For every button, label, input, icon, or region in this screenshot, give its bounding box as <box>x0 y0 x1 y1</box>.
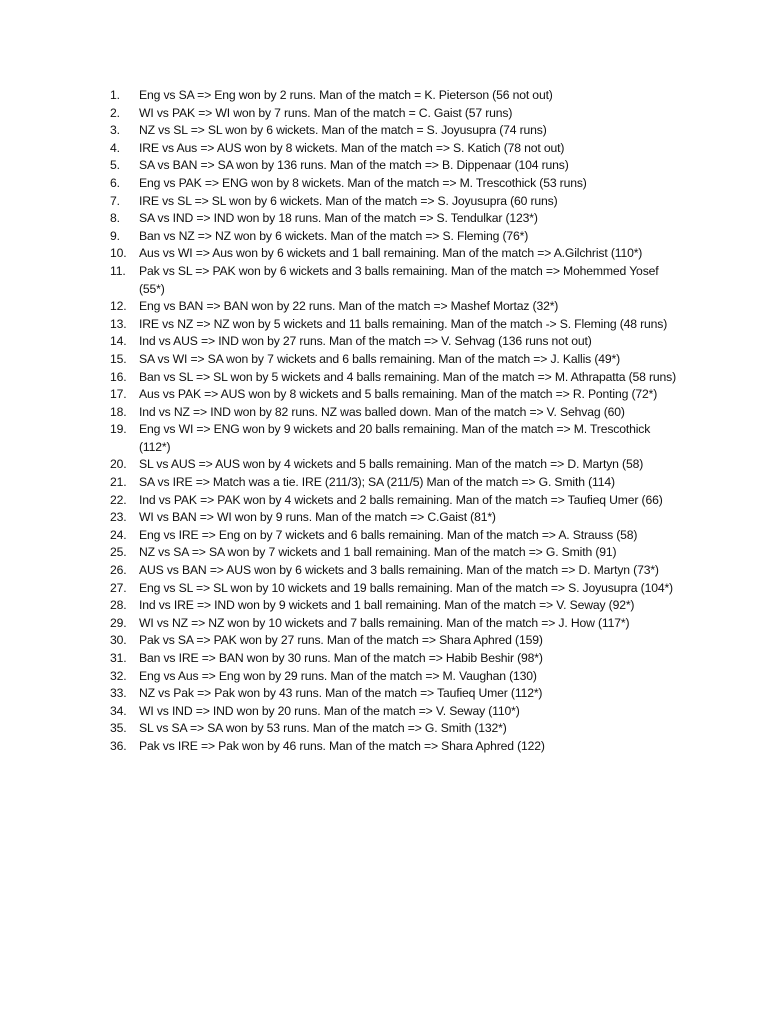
list-item-text: Pak vs SL => PAK won by 6 wickets and 3 balls remaining. Man of the match => Mohemmed Yosef (55*) <box>139 263 659 296</box>
list-item <box>110 685 678 703</box>
list-item-number: 36. <box>110 738 127 753</box>
list-item-text: SA vs IND => IND won by 18 runs. Man of the match => S. Tendulkar (123*) <box>139 211 538 226</box>
list-item-number: 31. <box>110 651 127 665</box>
list-item-text: Eng vs SA => Eng won by 2 runs. Man of the match = K. Pieterson (56 not out) <box>139 88 553 102</box>
list-item-text: Ind vs AUS => IND won by 27 runs. Man of the match => V. Sehvag (136 runs not out) <box>139 334 592 349</box>
list-item <box>110 316 678 334</box>
list-item <box>110 386 678 404</box>
list-item-number: 4. <box>110 140 120 155</box>
list-item <box>110 157 678 175</box>
list-item-text: Ban vs NZ => NZ won by 6 wickets. Man of the match => S. Fleming (76*) <box>139 228 529 243</box>
list-item <box>110 456 678 474</box>
list-item-text: NZ vs SL => SL won by 6 wickets. Man of the match = S. Joyusupra (74 runs) <box>139 123 547 138</box>
list-item <box>110 632 678 650</box>
list-item-text: WI vs NZ => NZ won by 10 wickets and 7 balls remaining. Man of the match => J. How (117*) <box>139 615 630 630</box>
list-item-number: 35. <box>110 721 127 736</box>
list-item <box>110 263 678 298</box>
list-item-number: 14. <box>110 334 127 349</box>
list-item <box>110 650 678 668</box>
list-item-number: 26. <box>110 563 127 578</box>
list-item-number: 32. <box>110 668 127 683</box>
list-item <box>110 193 678 211</box>
list-item-number: 12. <box>110 299 127 314</box>
list-item-text: SA vs BAN => SA won by 136 runs. Man of the match => B. Dippenaar (104 runs) <box>139 158 569 173</box>
list-item-text: Eng vs WI => ENG won by 9 wickets and 20 balls remaining. Man of the match => M. Trescothick (112*) <box>139 422 651 454</box>
list-item-text: NZ vs SA => SA won by 7 wickets and 1 ball remaining. Man of the match => G. Smith (91) <box>139 545 617 560</box>
list-item-number: 9. <box>110 228 120 243</box>
list-item <box>110 527 678 545</box>
list-item-text: Aus vs PAK => AUS won by 8 wickets and 5 balls remaining. Man of the match => R. Ponting (72*) <box>139 387 658 402</box>
list-item-number: 24. <box>110 527 127 542</box>
list-item <box>110 228 678 246</box>
list-item-number: 2. <box>110 105 120 120</box>
list-item <box>110 544 678 562</box>
list-item <box>110 122 678 140</box>
list-item-number: 7. <box>110 193 120 208</box>
list-item <box>110 369 678 387</box>
list-item-number: 18. <box>110 404 127 419</box>
list-item-text: NZ vs Pak => Pak won by 43 runs. Man of the match => Taufieq Umer (112*) <box>139 686 543 701</box>
list-item <box>110 562 678 580</box>
list-item-number: 3. <box>110 123 120 138</box>
list-item <box>110 668 678 686</box>
list-item <box>110 87 678 105</box>
list-item-text: SL vs SA => SA won by 53 runs. Man of the match => G. Smith (132*) <box>139 721 507 736</box>
list-item-number: 5. <box>110 158 120 173</box>
list-item <box>110 105 678 123</box>
list-item-text: Pak vs IRE => Pak won by 46 runs. Man of the match => Shara Aphred (122) <box>139 738 545 753</box>
list-item <box>110 720 678 738</box>
list-item-number: 1. <box>110 88 120 102</box>
list-item-number: 20. <box>110 457 127 472</box>
list-item <box>110 580 678 598</box>
list-item-text: SA vs IRE => Match was a tie. IRE (211/3); SA (211/5) Man of the match => G. Smith (114) <box>139 475 615 490</box>
list-item <box>110 245 678 263</box>
list-item-text: IRE vs NZ => NZ won by 5 wickets and 11 balls remaining. Man of the match -> S. Fleming (48 runs) <box>139 316 668 331</box>
list-item-number: 33. <box>110 686 127 701</box>
list-item-number: 17. <box>110 387 127 402</box>
list-item-text: Ind vs NZ => IND won by 82 runs. NZ was balled down. Man of the match => V. Sehvag (60) <box>139 404 625 419</box>
list-item-number: 30. <box>110 633 127 648</box>
list-item <box>110 140 678 158</box>
list-item-number: 13. <box>110 316 127 331</box>
list-item-text: IRE vs SL => SL won by 6 wickets. Man of the match => S. Joyusupra (60 runs) <box>139 193 558 208</box>
list-item <box>110 703 678 721</box>
match-results-list <box>110 87 678 756</box>
list-item-text: Eng vs BAN => BAN won by 22 runs. Man of the match => Mashef Mortaz (32*) <box>139 299 559 314</box>
list-item <box>110 615 678 633</box>
list-item-text: Aus vs WI => Aus won by 6 wickets and 1 ball remaining. Man of the match => A.Gilchrist (110*) <box>139 246 643 261</box>
list-item-text: Eng vs IRE => Eng on by 7 wickets and 6 balls remaining. Man of the match => A. Strauss (58) <box>139 527 638 542</box>
list-item <box>110 509 678 527</box>
list-item-number: 15. <box>110 351 127 366</box>
list-item-number: 11. <box>110 263 126 278</box>
list-item <box>110 474 678 492</box>
list-item-number: 29. <box>110 615 127 630</box>
list-item <box>110 298 678 316</box>
list-item-number: 27. <box>110 580 127 595</box>
list-item-text: AUS vs BAN => AUS won by 6 wickets and 3 balls remaining. Man of the match => D. Martyn (73*) <box>139 563 659 578</box>
list-item <box>110 738 678 756</box>
list-item-text: Ban vs IRE => BAN won by 30 runs. Man of the match => Habib Beshir (98*) <box>139 651 543 665</box>
list-item-text: Pak vs SA => PAK won by 27 runs. Man of the match => Shara Aphred (159) <box>139 633 543 648</box>
list-item-text: Ind vs PAK => PAK won by 4 wickets and 2 balls remaining. Man of the match => Taufieq Umer (66) <box>139 492 663 507</box>
list-item-number: 23. <box>110 510 127 525</box>
list-item-text: Ind vs IRE => IND won by 9 wickets and 1 ball remaining. Man of the match => V. Seway (92*) <box>139 598 635 613</box>
list-item-number: 34. <box>110 703 127 718</box>
list-item-number: 16. <box>110 369 127 384</box>
list-item-text: IRE vs Aus => AUS won by 8 wickets. Man of the match => S. Katich (78 not out) <box>139 140 565 155</box>
list-item-number: 22. <box>110 492 127 507</box>
list-item <box>110 333 678 351</box>
list-item-text: WI vs BAN => WI won by 9 runs. Man of the match => C.Gaist (81*) <box>139 510 496 525</box>
list-item-number: 10. <box>110 246 127 261</box>
list-item <box>110 210 678 228</box>
list-item-text: SL vs AUS => AUS won by 4 wickets and 5 balls remaining. Man of the match => D. Martyn (58) <box>139 457 644 472</box>
list-item <box>110 404 678 422</box>
list-item-number: 25. <box>110 545 127 560</box>
list-item-text: Ban vs SL => SL won by 5 wickets and 4 balls remaining. Man of the match => M. Athrapatta (58 runs) <box>139 369 677 384</box>
list-item-text: WI vs PAK => WI won by 7 runs. Man of the match = C. Gaist (57 runs) <box>139 105 513 120</box>
list-item-number: 8. <box>110 211 120 226</box>
list-item-text: Eng vs SL => SL won by 10 wickets and 19 balls remaining. Man of the match => S. Joyusupra (104*) <box>139 580 673 595</box>
list-item-text: SA vs WI => SA won by 7 wickets and 6 balls remaining. Man of the match => J. Kallis (49*) <box>139 351 621 366</box>
list-item-text: Eng vs Aus => Eng won by 29 runs. Man of the match => M. Vaughan (130) <box>139 668 537 683</box>
list-item-text: Eng vs PAK => ENG won by 8 wickets. Man of the match => M. Trescothick (53 runs) <box>139 175 587 190</box>
list-item <box>110 175 678 193</box>
list-item <box>110 351 678 369</box>
list-item <box>110 492 678 510</box>
list-item-number: 21. <box>110 475 127 490</box>
list-item <box>110 597 678 615</box>
list-item-number: 6. <box>110 175 120 190</box>
list-item-text: WI vs IND => IND won by 20 runs. Man of the match => V. Seway (110*) <box>139 703 520 718</box>
list-item-number: 28. <box>110 598 127 613</box>
list-item <box>110 421 678 456</box>
list-item-number: 19. <box>110 422 127 437</box>
